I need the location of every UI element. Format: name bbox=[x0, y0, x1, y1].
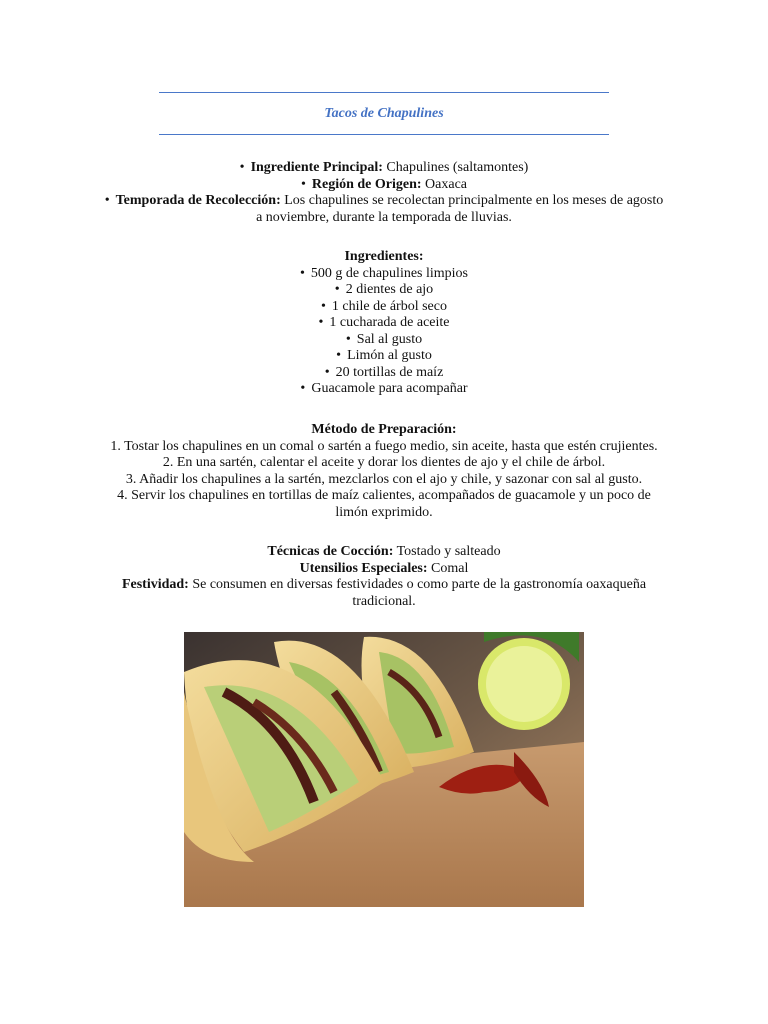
recipe-title: Tacos de Chapulines bbox=[324, 106, 444, 121]
ingredients-heading: Ingredientes: bbox=[344, 249, 424, 264]
ingredient-item: • 20 tortillas de maíz bbox=[100, 365, 668, 382]
ingredient-item: • Sal al gusto bbox=[100, 332, 668, 349]
principal-value: Chapulines (saltamontes) bbox=[386, 160, 529, 175]
ingredient-item: • 2 dientes de ajo bbox=[100, 282, 668, 299]
method-step: 2. En una sartén, calentar el aceite y dorar los dientes de ajo y el chile de árbol. bbox=[162, 455, 606, 470]
ingredient-item: • 1 chile de árbol seco bbox=[100, 299, 668, 316]
ingredient-item: • Limón al gusto bbox=[100, 348, 668, 365]
info-temporada bbox=[100, 193, 668, 226]
tacos-photo bbox=[184, 632, 584, 907]
principal-label: Ingrediente Principal: bbox=[250, 160, 383, 175]
bottom-rule bbox=[159, 134, 609, 135]
info-principal bbox=[100, 160, 668, 177]
method-block bbox=[100, 422, 668, 521]
extra-block bbox=[100, 544, 668, 610]
method-step: 4. Servir los chapulines en tortillas de maíz calientes, acompañados de guacamole y un poco de limón exprimido. bbox=[117, 488, 651, 520]
festividad-label: Festividad: bbox=[121, 577, 189, 592]
tecnicas-value: Tostado y salteado bbox=[396, 544, 501, 559]
ingredient-item: • 500 g de chapulines limpios bbox=[100, 266, 668, 283]
temporada-value: Los chapulines se recolectan principalmente en los meses de agosto a noviembre, durante la temporada de lluvias. bbox=[256, 193, 664, 225]
utensilios-value: Comal bbox=[431, 560, 469, 576]
tacos-photo-illustration bbox=[184, 632, 584, 907]
region-label: Región de Origen: bbox=[311, 176, 422, 192]
method-step: 1. Tostar los chapulines en un comal o sartén a fuego medio, sin aceite, hasta que estén crujientes. bbox=[110, 438, 658, 454]
ingredient-item: • Guacamole para acompañar bbox=[100, 381, 668, 398]
extra-utensilios bbox=[100, 561, 668, 578]
utensilios-label: Utensilios Especiales: bbox=[299, 560, 428, 576]
info-region bbox=[100, 177, 668, 194]
ingredients-block bbox=[100, 249, 668, 398]
top-rule bbox=[159, 92, 609, 93]
temporada-label: Temporada de Recolección: bbox=[115, 193, 281, 208]
ingredient-item: • 1 cucharada de aceite bbox=[100, 315, 668, 332]
tecnicas-label: Técnicas de Cocción: bbox=[267, 544, 394, 559]
extra-festividad bbox=[100, 577, 668, 610]
region-value: Oaxaca bbox=[425, 176, 468, 192]
method-heading: Método de Preparación: bbox=[311, 422, 457, 437]
method-step: 3. Añadir los chapulines a la sartén, mezclarlos con el ajo y chile, y sazonar con sal al gusto. bbox=[125, 471, 643, 487]
info-block bbox=[100, 160, 668, 226]
extra-tecnicas bbox=[100, 544, 668, 561]
festividad-value: Se consumen en diversas festividades o como parte de la gastronomía oaxaqueña tradicional. bbox=[192, 577, 647, 609]
